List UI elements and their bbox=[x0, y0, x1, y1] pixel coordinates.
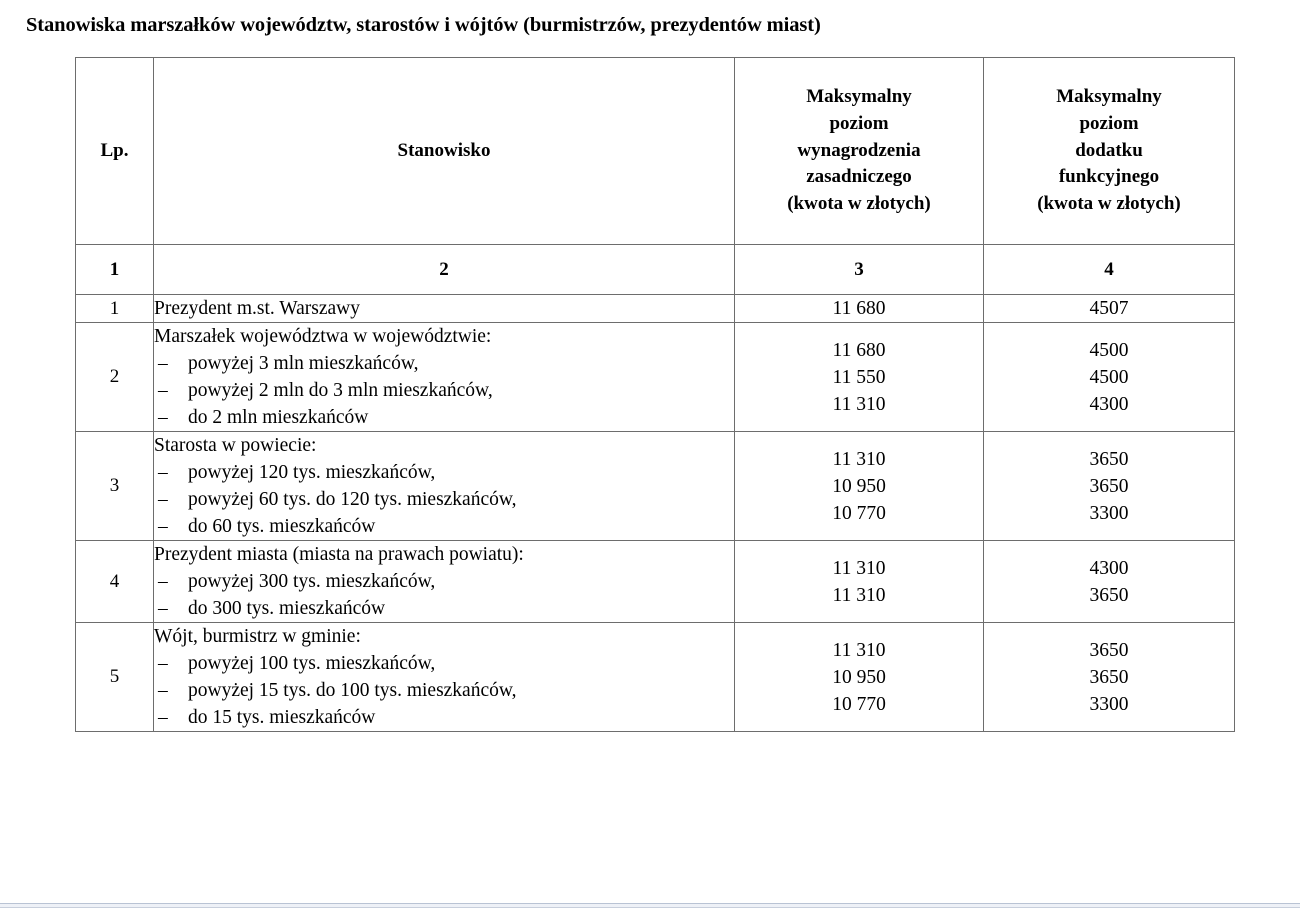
column-number-4: 4 bbox=[984, 245, 1235, 295]
row-base-salary bbox=[735, 623, 984, 732]
value-line: 3650 bbox=[1089, 584, 1129, 606]
header-cell-lp: Lp. bbox=[76, 58, 154, 245]
position-sub-items bbox=[154, 350, 734, 431]
list-item bbox=[154, 704, 734, 731]
value-line: 3300 bbox=[1089, 502, 1129, 524]
value-line: 4500 bbox=[1089, 339, 1129, 361]
dash-icon: – bbox=[158, 516, 168, 537]
value-line: 11 680 bbox=[832, 298, 886, 319]
table-row bbox=[76, 623, 1235, 732]
sub-item-label: powyżej 3 mln mieszkańców, bbox=[188, 353, 419, 374]
list-item bbox=[154, 377, 734, 404]
value-line: 3650 bbox=[1089, 475, 1129, 497]
position-heading: Prezydent miasta (miasta na prawach powiatu): bbox=[154, 544, 524, 565]
table-row bbox=[76, 323, 1235, 432]
row-position bbox=[154, 541, 735, 623]
row-number: 3 bbox=[76, 432, 154, 541]
list-item bbox=[154, 459, 734, 486]
position-sub-items bbox=[154, 650, 734, 731]
sub-item-label: powyżej 60 tys. do 120 tys. mieszkańców, bbox=[188, 489, 517, 510]
page-title: Stanowiska marszałków województw, starostów i wójtów (burmistrzów, prezydentów miast) bbox=[26, 14, 821, 36]
sub-item-label: powyżej 2 mln do 3 mln mieszkańców, bbox=[188, 380, 493, 401]
header-line: wynagrodzenia bbox=[797, 139, 921, 161]
value-line: 4500 bbox=[1089, 366, 1129, 388]
value-line: 3300 bbox=[1089, 693, 1129, 715]
sub-item-label: powyżej 120 tys. mieszkańców, bbox=[188, 462, 436, 483]
header-line: zasadniczego bbox=[806, 166, 912, 188]
position-heading: Marszałek województwa w województwie: bbox=[154, 326, 492, 347]
list-item bbox=[154, 513, 734, 540]
table-row bbox=[76, 541, 1235, 623]
header-line: poziom bbox=[1079, 112, 1139, 134]
header-line: funkcyjnego bbox=[1058, 166, 1160, 188]
value-line: 3650 bbox=[1089, 666, 1129, 688]
table-header-row bbox=[76, 58, 1235, 245]
row-position bbox=[154, 623, 735, 732]
value-line: 10 770 bbox=[832, 693, 886, 715]
value-line: 11 310 bbox=[832, 584, 886, 606]
column-number-1: 1 bbox=[76, 245, 154, 295]
row-base-salary bbox=[735, 432, 984, 541]
row-function-allowance bbox=[984, 623, 1235, 732]
position-heading: Starosta w powiecie: bbox=[154, 435, 317, 456]
dash-icon: – bbox=[158, 680, 168, 701]
list-item bbox=[154, 677, 734, 704]
sub-item-label: do 300 tys. mieszkańców bbox=[188, 598, 386, 619]
row-function-allowance bbox=[984, 541, 1235, 623]
header-line: Maksymalny bbox=[1056, 85, 1162, 107]
salary-table bbox=[75, 57, 1235, 732]
value-line: 11 680 bbox=[832, 339, 886, 361]
position-heading: Wójt, burmistrz w gminie: bbox=[154, 626, 361, 647]
sub-item-label: powyżej 100 tys. mieszkańców, bbox=[188, 653, 436, 674]
dash-icon: – bbox=[158, 462, 168, 483]
header-line: Maksymalny bbox=[806, 85, 912, 107]
list-item bbox=[154, 350, 734, 377]
value-line: 4507 bbox=[1089, 298, 1129, 319]
column-number-row bbox=[76, 245, 1235, 295]
row-base-salary bbox=[735, 541, 984, 623]
list-item bbox=[154, 568, 734, 595]
header-line: (kwota w złotych) bbox=[787, 193, 931, 215]
sub-item-label: do 15 tys. mieszkańców bbox=[188, 707, 376, 728]
row-number: 5 bbox=[76, 623, 154, 732]
list-item bbox=[154, 595, 734, 622]
row-base-salary bbox=[735, 323, 984, 432]
row-base-salary bbox=[735, 295, 984, 323]
list-item bbox=[154, 404, 734, 431]
position-sub-items bbox=[154, 459, 734, 540]
value-line: 4300 bbox=[1089, 393, 1129, 415]
dash-icon: – bbox=[158, 407, 168, 428]
row-number: 2 bbox=[76, 323, 154, 432]
row-position bbox=[154, 432, 735, 541]
sub-item-label: powyżej 15 tys. do 100 tys. mieszkańców, bbox=[188, 680, 517, 701]
dash-icon: – bbox=[158, 380, 168, 401]
page-bottom-divider bbox=[0, 903, 1300, 908]
header-line: poziom bbox=[829, 112, 889, 134]
value-line: 11 310 bbox=[832, 639, 886, 661]
header-cell-base-salary bbox=[735, 58, 984, 245]
dash-icon: – bbox=[158, 571, 168, 592]
header-cell-position: Stanowisko bbox=[154, 58, 735, 245]
list-item bbox=[154, 650, 734, 677]
table-row bbox=[76, 432, 1235, 541]
dash-icon: – bbox=[158, 598, 168, 619]
dash-icon: – bbox=[158, 489, 168, 510]
position-sub-items bbox=[154, 568, 734, 622]
value-line: 3650 bbox=[1089, 639, 1129, 661]
list-item bbox=[154, 486, 734, 513]
value-line: 10 770 bbox=[832, 502, 886, 524]
value-line: 4300 bbox=[1089, 557, 1129, 579]
column-number-3: 3 bbox=[735, 245, 984, 295]
row-position bbox=[154, 295, 735, 323]
header-cell-function-allowance bbox=[984, 58, 1235, 245]
value-line: 3650 bbox=[1089, 448, 1129, 470]
row-function-allowance bbox=[984, 432, 1235, 541]
dash-icon: – bbox=[158, 707, 168, 728]
value-line: 11 310 bbox=[832, 557, 886, 579]
row-position bbox=[154, 323, 735, 432]
row-number: 4 bbox=[76, 541, 154, 623]
sub-item-label: powyżej 300 tys. mieszkańców, bbox=[188, 571, 436, 592]
table-row bbox=[76, 295, 1235, 323]
position-heading: Prezydent m.st. Warszawy bbox=[154, 298, 361, 319]
row-function-allowance bbox=[984, 295, 1235, 323]
value-line: 11 310 bbox=[832, 393, 886, 415]
header-line: dodatku bbox=[1075, 139, 1143, 161]
sub-item-label: do 2 mln mieszkańców bbox=[188, 407, 369, 428]
dash-icon: – bbox=[158, 653, 168, 674]
dash-icon: – bbox=[158, 353, 168, 374]
column-number-2: 2 bbox=[154, 245, 735, 295]
row-number: 1 bbox=[76, 295, 154, 323]
sub-item-label: do 60 tys. mieszkańców bbox=[188, 516, 376, 537]
value-line: 11 550 bbox=[832, 366, 886, 388]
value-line: 10 950 bbox=[832, 666, 886, 688]
table-body bbox=[76, 58, 1235, 732]
row-function-allowance bbox=[984, 323, 1235, 432]
value-line: 10 950 bbox=[832, 475, 886, 497]
header-line: (kwota w złotych) bbox=[1037, 193, 1181, 215]
value-line: 11 310 bbox=[832, 448, 886, 470]
